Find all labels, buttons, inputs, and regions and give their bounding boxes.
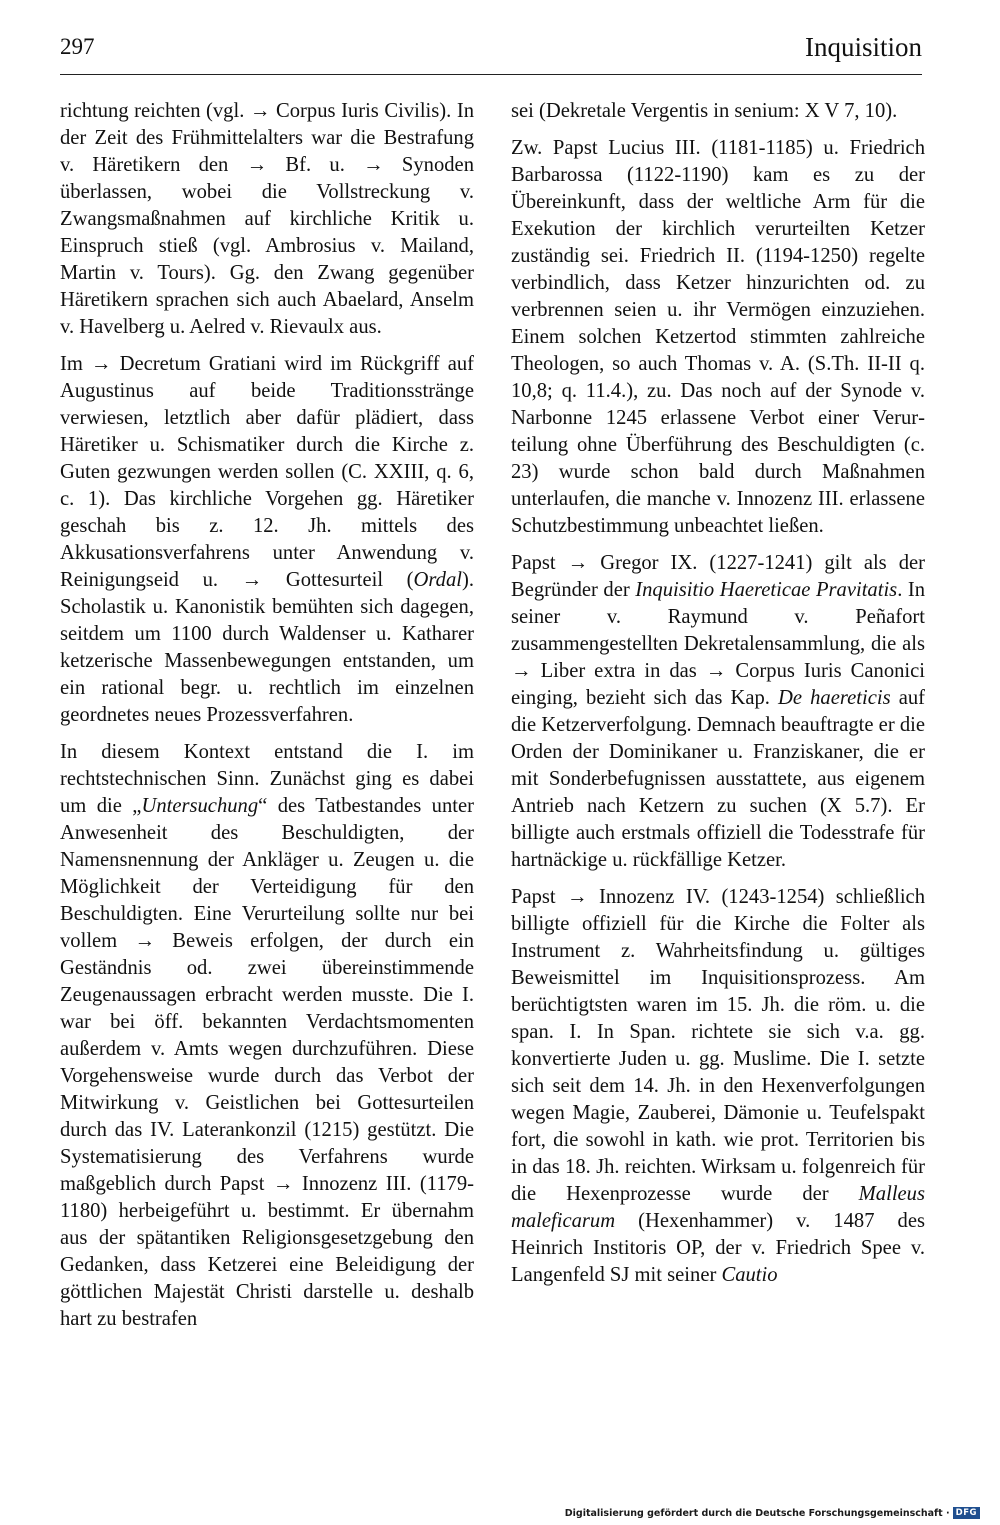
text-segment: Im → Decretum Gratiani wird im Rückgriff auf Augustinus auf beide Traditionsstränge verwiesen, letztlich aber dafür plädiert, dass Häretiker u. Schismatiker durch die Kirche z. Guten gezwungen werden sollen (C. XXIII, q. 6, c. 1). Das kirchliche Vorgehen gg. Häretiker geschah bis z. 12. Jh. mittels des Akkusationsverfahrens unter Anwendung v. Reinigungseid u. → Gottesurteil ( (60, 353, 474, 591)
text-segment: . In seiner v. Raymund v. Peñafort zusammengestellten Dekretalensammlung, die als → Liber extra in das → Corpus Iuris Canonici einging, bezieht sich das Kap. (511, 579, 926, 709)
text-column-right (511, 98, 925, 1299)
text-segment: “ des Tatbestandes unter Anwesenheit des Beschuldigten, der Namensnennung der Ankläger u. Zeugen u. die Möglichkeit der Verteidigung für den Beschuldigten. Eine Verurteilung sollte nur bei vollem → Beweis erfolgen, der durch ein Geständnis od. zwei übereinstimmende Zeugenaussagen erbracht werden musste. Die I. war bei öff. bekannten Verdachtsmomenten außerdem v. Amts wegen durchzuführen. Diese Vorgehensweise wurde durch das Verbot der Mitwirkung v. Geistlichen bei Gottesurteilen durch das IV. Laterankonzil (1215) gestützt. Die Systematisierung des Verfahrens wurde maßgeblich durch Papst → Innozenz III. (1179-1180) herbeigeführt u. bestimmt. Er übernahm aus der spätantiken Religionsgesetzgebung den Gedanken, dass Ketzerei eine Beleidigung der göttlichen Majestät Christi darstelle u. deshalb hart zu bestrafen (60, 795, 474, 1330)
footer-credit: Digitalisierung gefördert durch die Deutsche Forschungsgemeinschaft · (564, 1507, 950, 1519)
italic-text-segment: De haereticis (778, 687, 891, 709)
text-segment: richtung reichten (vgl. → Corpus Iuris Civilis). In der Zeit des Frühmittelalters war die Bestrafung v. Häretikern den → Bf. u. → Synoden überlassen, wobei die Vollstreckung v. Zwangsmaßnahmen auf kirchliche Kritik u. Einspruch stieß (vgl. Ambrosius v. Mailand, Martin v. Tours). Gg. den Zwang gegenüber Häretikern sprachen sich auch Abaelard, Anselm v. Havelberg u. Aelred v. Rievaulx aus. (60, 100, 474, 338)
text-segment: Papst → Gregor IX. (1227-1241) gilt als der Begründer der (511, 552, 925, 601)
text-segment: auf die Ketzerverfolgung. Demnach beauftragte er die Orden der Dominikaner u. Franziskaner, die er mit Sonderbefugnissen ausstattete, aus eigenem Antrieb nach Ketzern zu suchen (X 5.7). Er billigte auch erstmals offiziell die Todesstrafe für hartnäckige u. rückfällige Ketzer. (511, 687, 925, 871)
text-segment: Papst → Innozenz IV. (1243-1254) schließlich billigte offiziell für die Kirche die Folter als Instrument z. Wahrheitsfindung u. gültiges Beweismittel im Inquisitionsprozess. Am berüchtigtsten waren im 15. Jh. die röm. u. die span. I. In Span. richtete sie sich v.a. gg. konvertierte Juden u. gg. Muslime. Die I. setzte sich seit dem 14. Jh. in den Hexenverfolgungen wegen Magie, Zauberei, Dämonie u. Teufelspakt fort, die sowohl in kath. wie prot. Territorien bis in das 18. Jh. reichten. Wirksam u. folgenreich für die Hexenprozesse wurde der (511, 886, 925, 1205)
paragraph (511, 135, 925, 540)
paragraph (511, 550, 925, 874)
paragraph (60, 739, 474, 1333)
digitization-footer (565, 1507, 980, 1519)
page-number: 297 (60, 34, 95, 59)
text-segment: Zw. Papst Lucius III. (1181-1185) u. Friedrich Barbarossa (1122-1190) kam es zu der Übereinkunft, dass der weltliche Arm für die Exekution der kirchlich verurteilten Ketzer zuständig sei. Friedrich II. (1194-1250) regelte verbindlich, dass Ketzer hinzurichten od. zu verbrennen seien u. ihr Vermögen einzuziehen. Einem solchen Ketzertod stimmten zahlreiche Theologen, so auch Thomas v. A. (S.Th. II-II q. 10,8; q. 11.4.), zu. Das noch auf der Synode v. Narbonne 1245 erlassene Verbot einer Verurteilung ohne Überführung des Beschuldigten (c. 23) wurde schon bald durch Maßnahmen unterlaufen, die manche v. Innozenz III. erlassene Schutzbestimmung unbeachtet ließen. (511, 137, 925, 537)
italic-text-segment: Inquisitio Haereticae Pravitatis (635, 579, 898, 601)
paragraph (511, 98, 925, 125)
dfg-logo: DFG (953, 1507, 980, 1519)
text-segment: (Hexenhammer) v. 1487 des Heinrich Institoris OP, der v. Friedrich Spee v. Langenfeld SJ mit seiner (511, 1210, 925, 1286)
running-head: Inquisition (804, 32, 922, 62)
text-column-left (60, 98, 474, 1343)
italic-text-segment: Ordal (413, 569, 462, 591)
paragraph (60, 98, 474, 341)
italic-text-segment: Malleus maleficarum (511, 1183, 925, 1232)
text-segment: In diesem Kontext entstand die I. im rechtstechnischen Sinn. Zunächst ging es dabei um die „ (60, 741, 474, 817)
italic-text-segment: Cautio (721, 1264, 778, 1286)
paragraph (60, 351, 474, 729)
text-segment: ). Scholastik u. Kanonistik bemühten sich dagegen, seitdem um 1100 durch Waldenser u. Katharer ketzerische Massenbewegungen entstanden, um ein rational begr. u. rechtlich im einzelnen geordnetes neues Prozessverfahren. (60, 569, 474, 726)
text-segment: sei (Dekretale Vergentis in senium: X V 7, 10). (511, 100, 898, 122)
italic-text-segment: Untersuchung (141, 795, 259, 817)
page-header (60, 30, 922, 75)
paragraph (511, 884, 925, 1289)
